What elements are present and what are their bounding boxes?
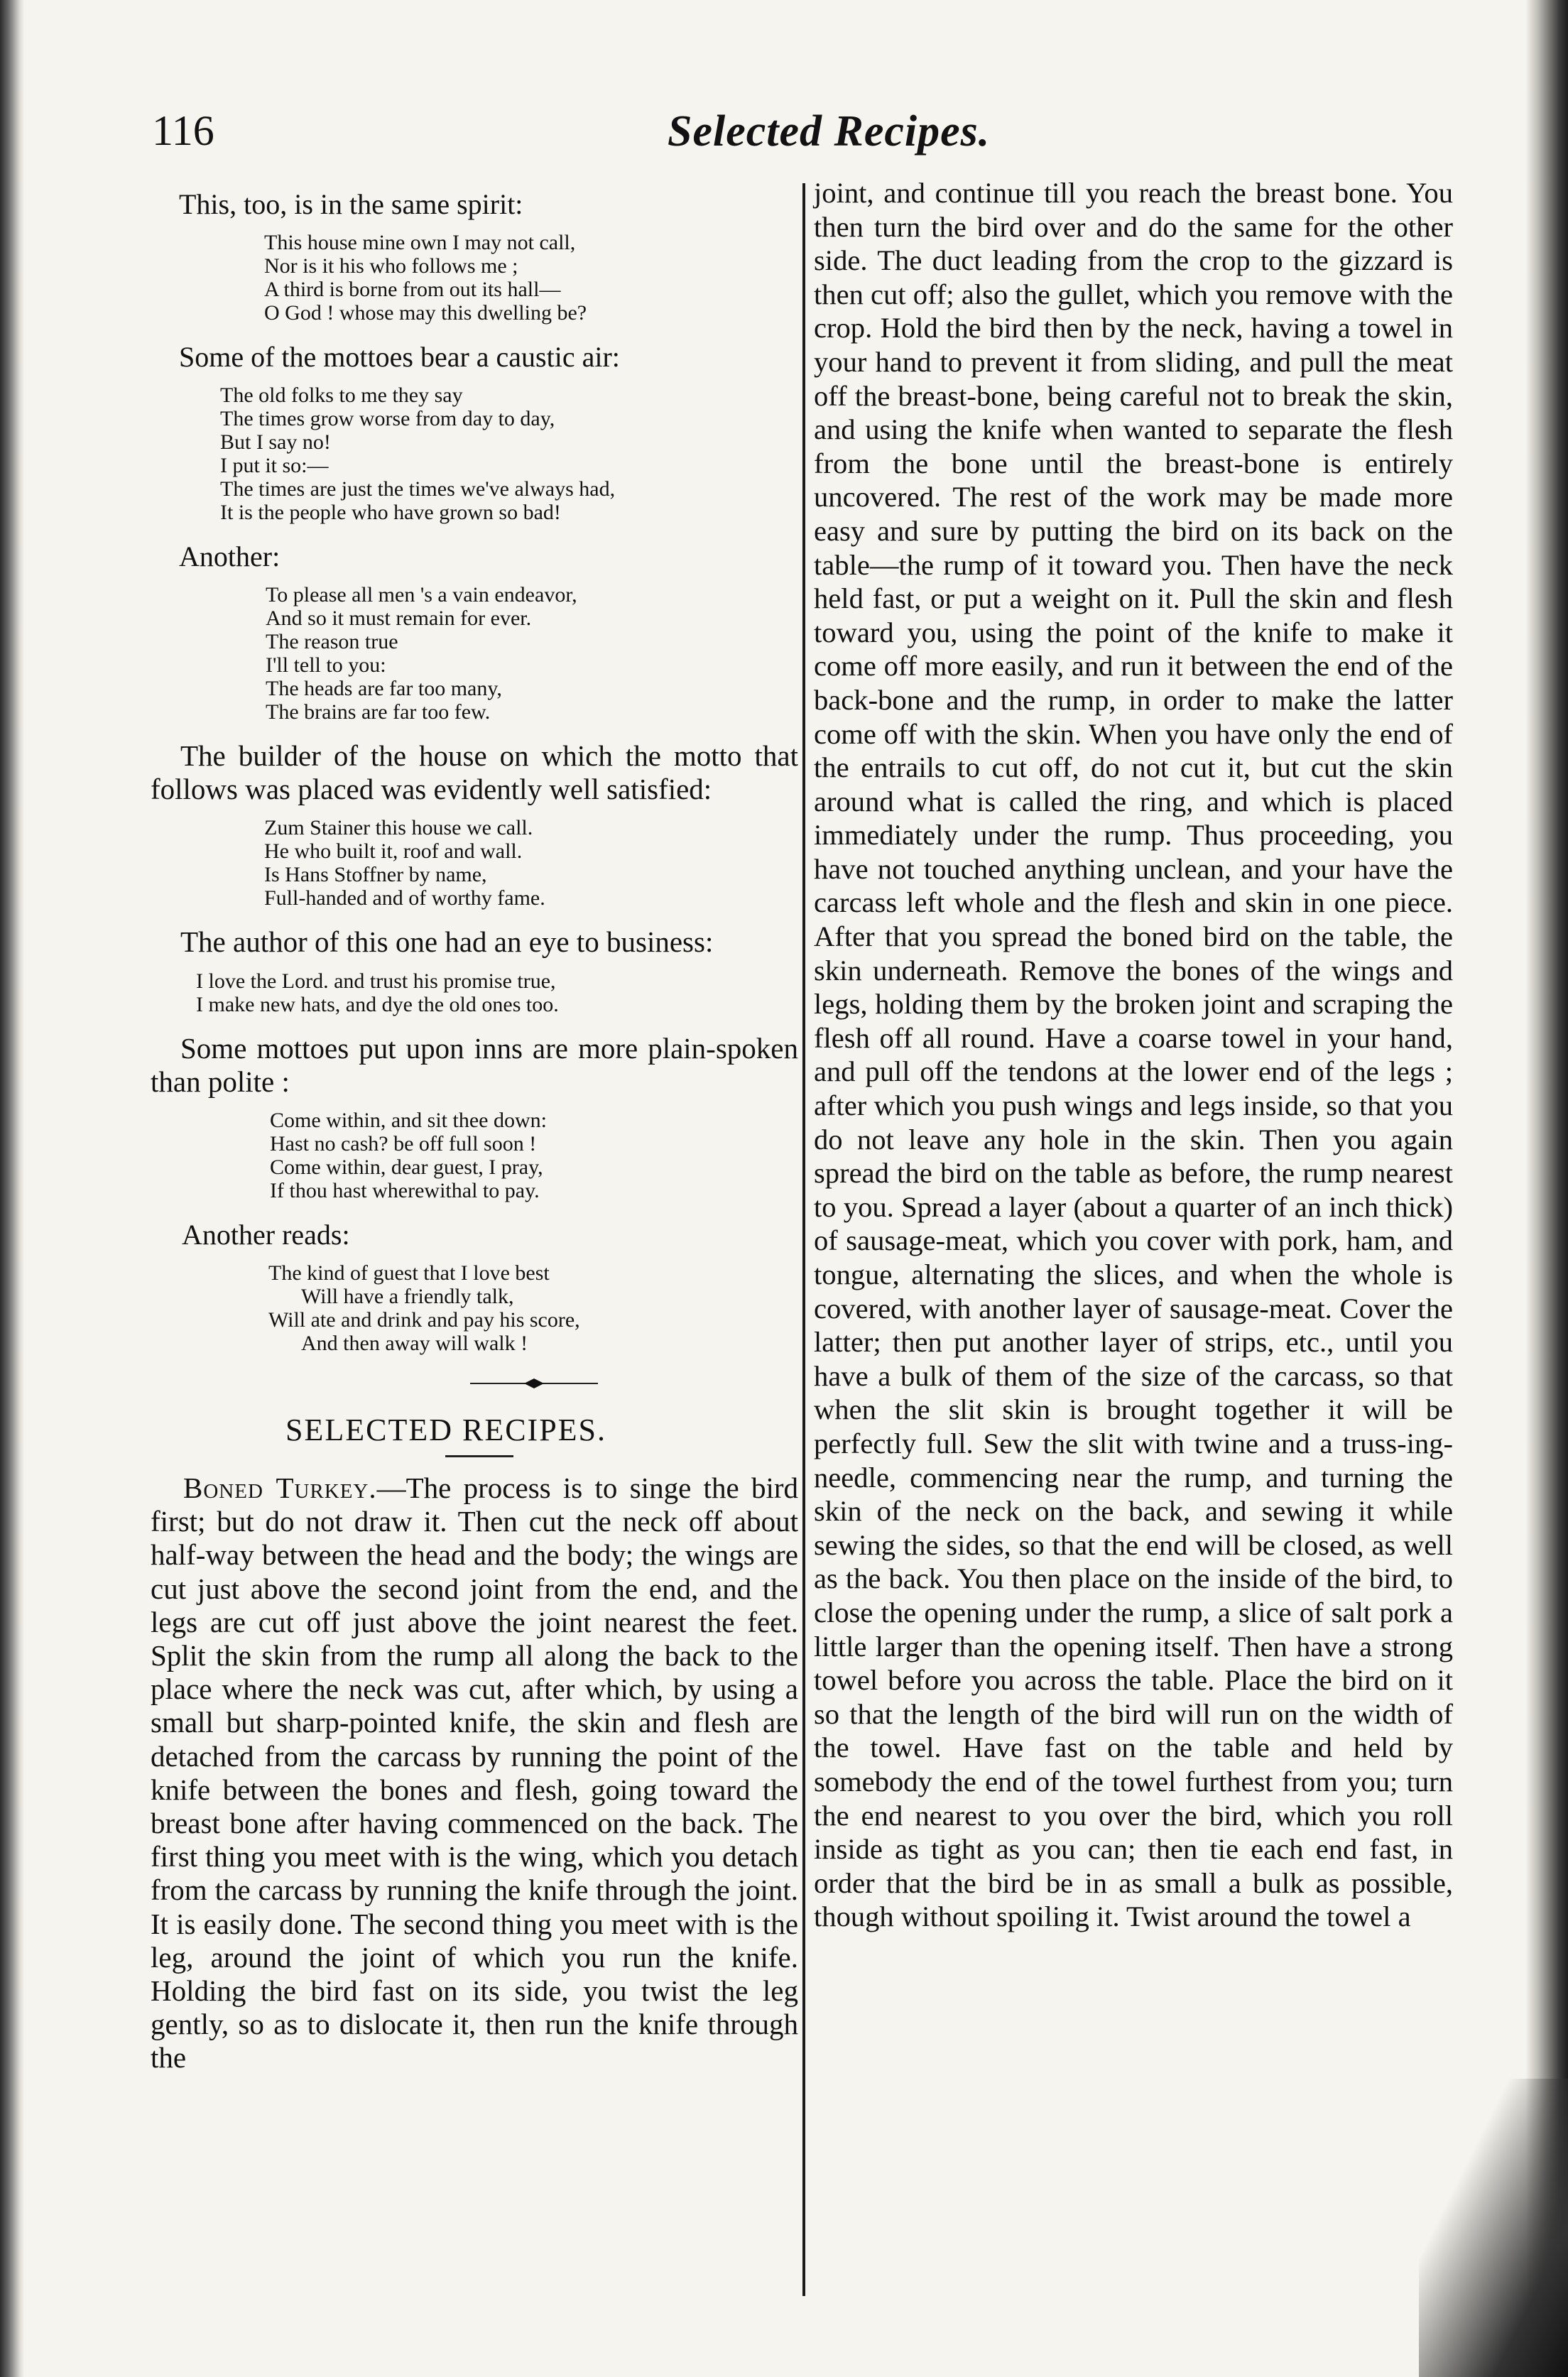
verse-line: O God ! whose may this dwelling be? <box>264 301 587 325</box>
verse-line: Come within, dear guest, I pray, <box>270 1155 543 1180</box>
verse-line: If thou hast wherewithal to pay. <box>270 1179 540 1203</box>
verse-2 <box>151 384 798 524</box>
verse-4 <box>151 816 798 910</box>
recipe-text: —The process is to singe the bird first; but do not draw it. Then cut the neck off about half-way between the head and the body; the wings are cut just above the second joint from the end, and the legs are cut off just above the joint nearest the feet. Split the skin from the rump all along the back to the place where the neck was cut, after which, by using a small but sharp-pointed knife, the skin and flesh are detached from the carcass by running the point of the knife between the bones and flesh, going toward the breast bone after having commenced on the back. The first thing you meet with is the wing, which you detach from the carcass by running the knife through the joint. It is easily done. The second thing you meet with is the leg, around the joint of which you run the knife. Holding the bird fast on its side, you twist the leg gently, so as to dislocate it, then run the knife through the <box>151 1472 798 2074</box>
intro-paragraph-6: Some mottoes put upon inns are more plain-spoken than polite : <box>151 1031 798 1098</box>
intro-paragraph-4: The builder of the house on which the motto that follows was placed was evidently well satisfied: <box>151 739 798 806</box>
verse-line: Full-handed and of worthy fame. <box>264 886 545 910</box>
intro-paragraph-2: Some of the mottoes bear a caustic air: <box>179 341 620 373</box>
verse-line: Is Hans Stoffner by name, <box>264 863 487 887</box>
verse-line: I put it so:— <box>220 454 329 477</box>
left-column <box>151 182 798 2075</box>
running-title: Selected Recipes. <box>668 107 991 156</box>
recipe-title: Boned Turkey. <box>183 1472 377 1505</box>
verse-line: The kind of guest that I love best <box>268 1261 550 1285</box>
section-heading: SELECTED RECIPES. <box>285 1413 607 1448</box>
verse-line: But I say no! <box>220 430 331 454</box>
intro-paragraph-1: This, too, is in the same spirit: <box>179 188 523 220</box>
intro-paragraph-5: The author of this one had an eye to business: <box>180 925 714 959</box>
verse-3 <box>151 583 798 724</box>
verse-line: This house mine own I may not call, <box>264 231 576 254</box>
right-column <box>814 176 1453 1934</box>
verse-line: The brains are far too few. <box>266 700 491 724</box>
verse-line: The times are just the times we've always had, <box>220 477 616 501</box>
intro-paragraph-3: Another: <box>179 540 281 572</box>
section-heading-rule <box>445 1455 513 1457</box>
verse-7 <box>151 1261 798 1355</box>
verse-1 <box>151 231 798 325</box>
recipe-continuation: joint, and continue till you reach the breast bone. You then turn the bird over and do the same for the other side. The duct leading from the crop to the gizzard is then cut off; also the gullet, which you remove with the crop. Hold the bird then by the neck, having a towel in your hand to prevent it from sliding, and pull the meat off the breast-bone, being careful not to break the skin, and using the knife when wanted to separate the flesh from the bone until the breast-bone is entirely uncovered. The rest of the work may be made more easy and sure by putting the bird on its back on the table—the rump of it toward you. Then have the neck held fast, or put a weight on it. Pull the skin and flesh toward you, using the point of the knife to make it come off more easily, and run it between the end of the back-bone and the rump, in order to make the latter come off with the skin. When you have only the end of the entrails to cut off, do not cut it, but cut the skin around what is called the ring, and which is placed immediately under the rump. Thus proceeding, you have not touched anything unclean, and your have the carcass left whole and the flesh and skin in one piece. After that you spread the boned bird on the table, the skin underneath. Remove the bones of the wings and legs, holding them by the broken joint and scraping the flesh off all round. Have a coarse towel in your hand, and pull off the tendons at the lower end of the legs ; after which you push wings and legs inside, so that you do not leave any hole in the skin. Then you again spread the bird on the table as before, the rump nearest to you. Spread a layer (about a quarter of an inch thick) of sausage-meat, which you cover with pork, ham, and tongue, alternating the slices, and when the whole is covered, with another layer of sausage-meat. Cover the latter; then put another layer of strips, etc., until you have a bulk of them of the size of the carcass, so that when the slit skin is brought together it will be perfectly full. Sew the slit with twine and a truss-ing-needle, commencing near the rump, and turning the skin of the neck on the back, and sewing it while sewing the sides, so that the end will be closed, as well as the back. You then place on the inside of the bird, to close the opening under the rump, a slice of salt pork a little larger than the opening itself. Then have a strong towel before you across the table. Place the bird on it so that the length of the bird will run on the width of the towel. Have fast on the table and held by somebody the end of the towel furthest from you; turn the end nearest to you over the bird, which you roll inside as tight as you can; then tie each end fast, in order that the bird be in as small a bulk as possible, though without spoiling it. Twist around the towel a <box>814 177 1453 1933</box>
verse-line: It is the people who have grown so bad! <box>220 501 561 524</box>
page-header <box>142 107 1434 185</box>
verse-line: The heads are far too many, <box>266 677 502 700</box>
verse-line: And so it must remain for ever. <box>266 607 532 630</box>
section-ornament <box>470 1376 598 1391</box>
verse-line: I make new hats, and dye the old ones too. <box>196 992 559 1016</box>
verse-line: The old folks to me they say <box>220 384 463 407</box>
verse-5 <box>151 969 798 1016</box>
verse-line: The reason true <box>266 630 398 653</box>
verse-line: And then away will walk ! <box>301 1332 528 1356</box>
verse-line: I love the Lord. and trust his promise true, <box>196 969 556 993</box>
page-edge-left <box>0 0 24 2377</box>
page-edge-right <box>1525 0 1568 2377</box>
verse-line: Zum Stainer this house we call. <box>264 816 533 840</box>
verse-line: He who built it, roof and wall. <box>264 839 523 864</box>
verse-line: Will ate and drink and pay his score, <box>268 1308 580 1332</box>
intro-paragraph-7: Another reads: <box>182 1219 350 1251</box>
verse-line: Nor is it his who follows me ; <box>264 254 518 278</box>
verse-line: I'll tell to you: <box>266 653 386 677</box>
verse-line: Come within, and sit thee down: <box>270 1109 547 1133</box>
recipe-paragraph <box>151 1472 798 2075</box>
verse-line: Will have a friendly talk, <box>301 1285 514 1309</box>
verse-6 <box>151 1109 798 1202</box>
column-divider <box>802 183 805 2296</box>
page-number: 116 <box>152 107 214 154</box>
verse-line: To please all men 's a vain endeavor, <box>266 583 577 607</box>
verse-line: Hast no cash? be off full soon ! <box>270 1132 537 1156</box>
page-curl-shadow <box>1419 2079 1568 2377</box>
verse-line: The times grow worse from day to day, <box>220 407 555 430</box>
verse-line: A third is borne from out its hall— <box>264 278 561 301</box>
